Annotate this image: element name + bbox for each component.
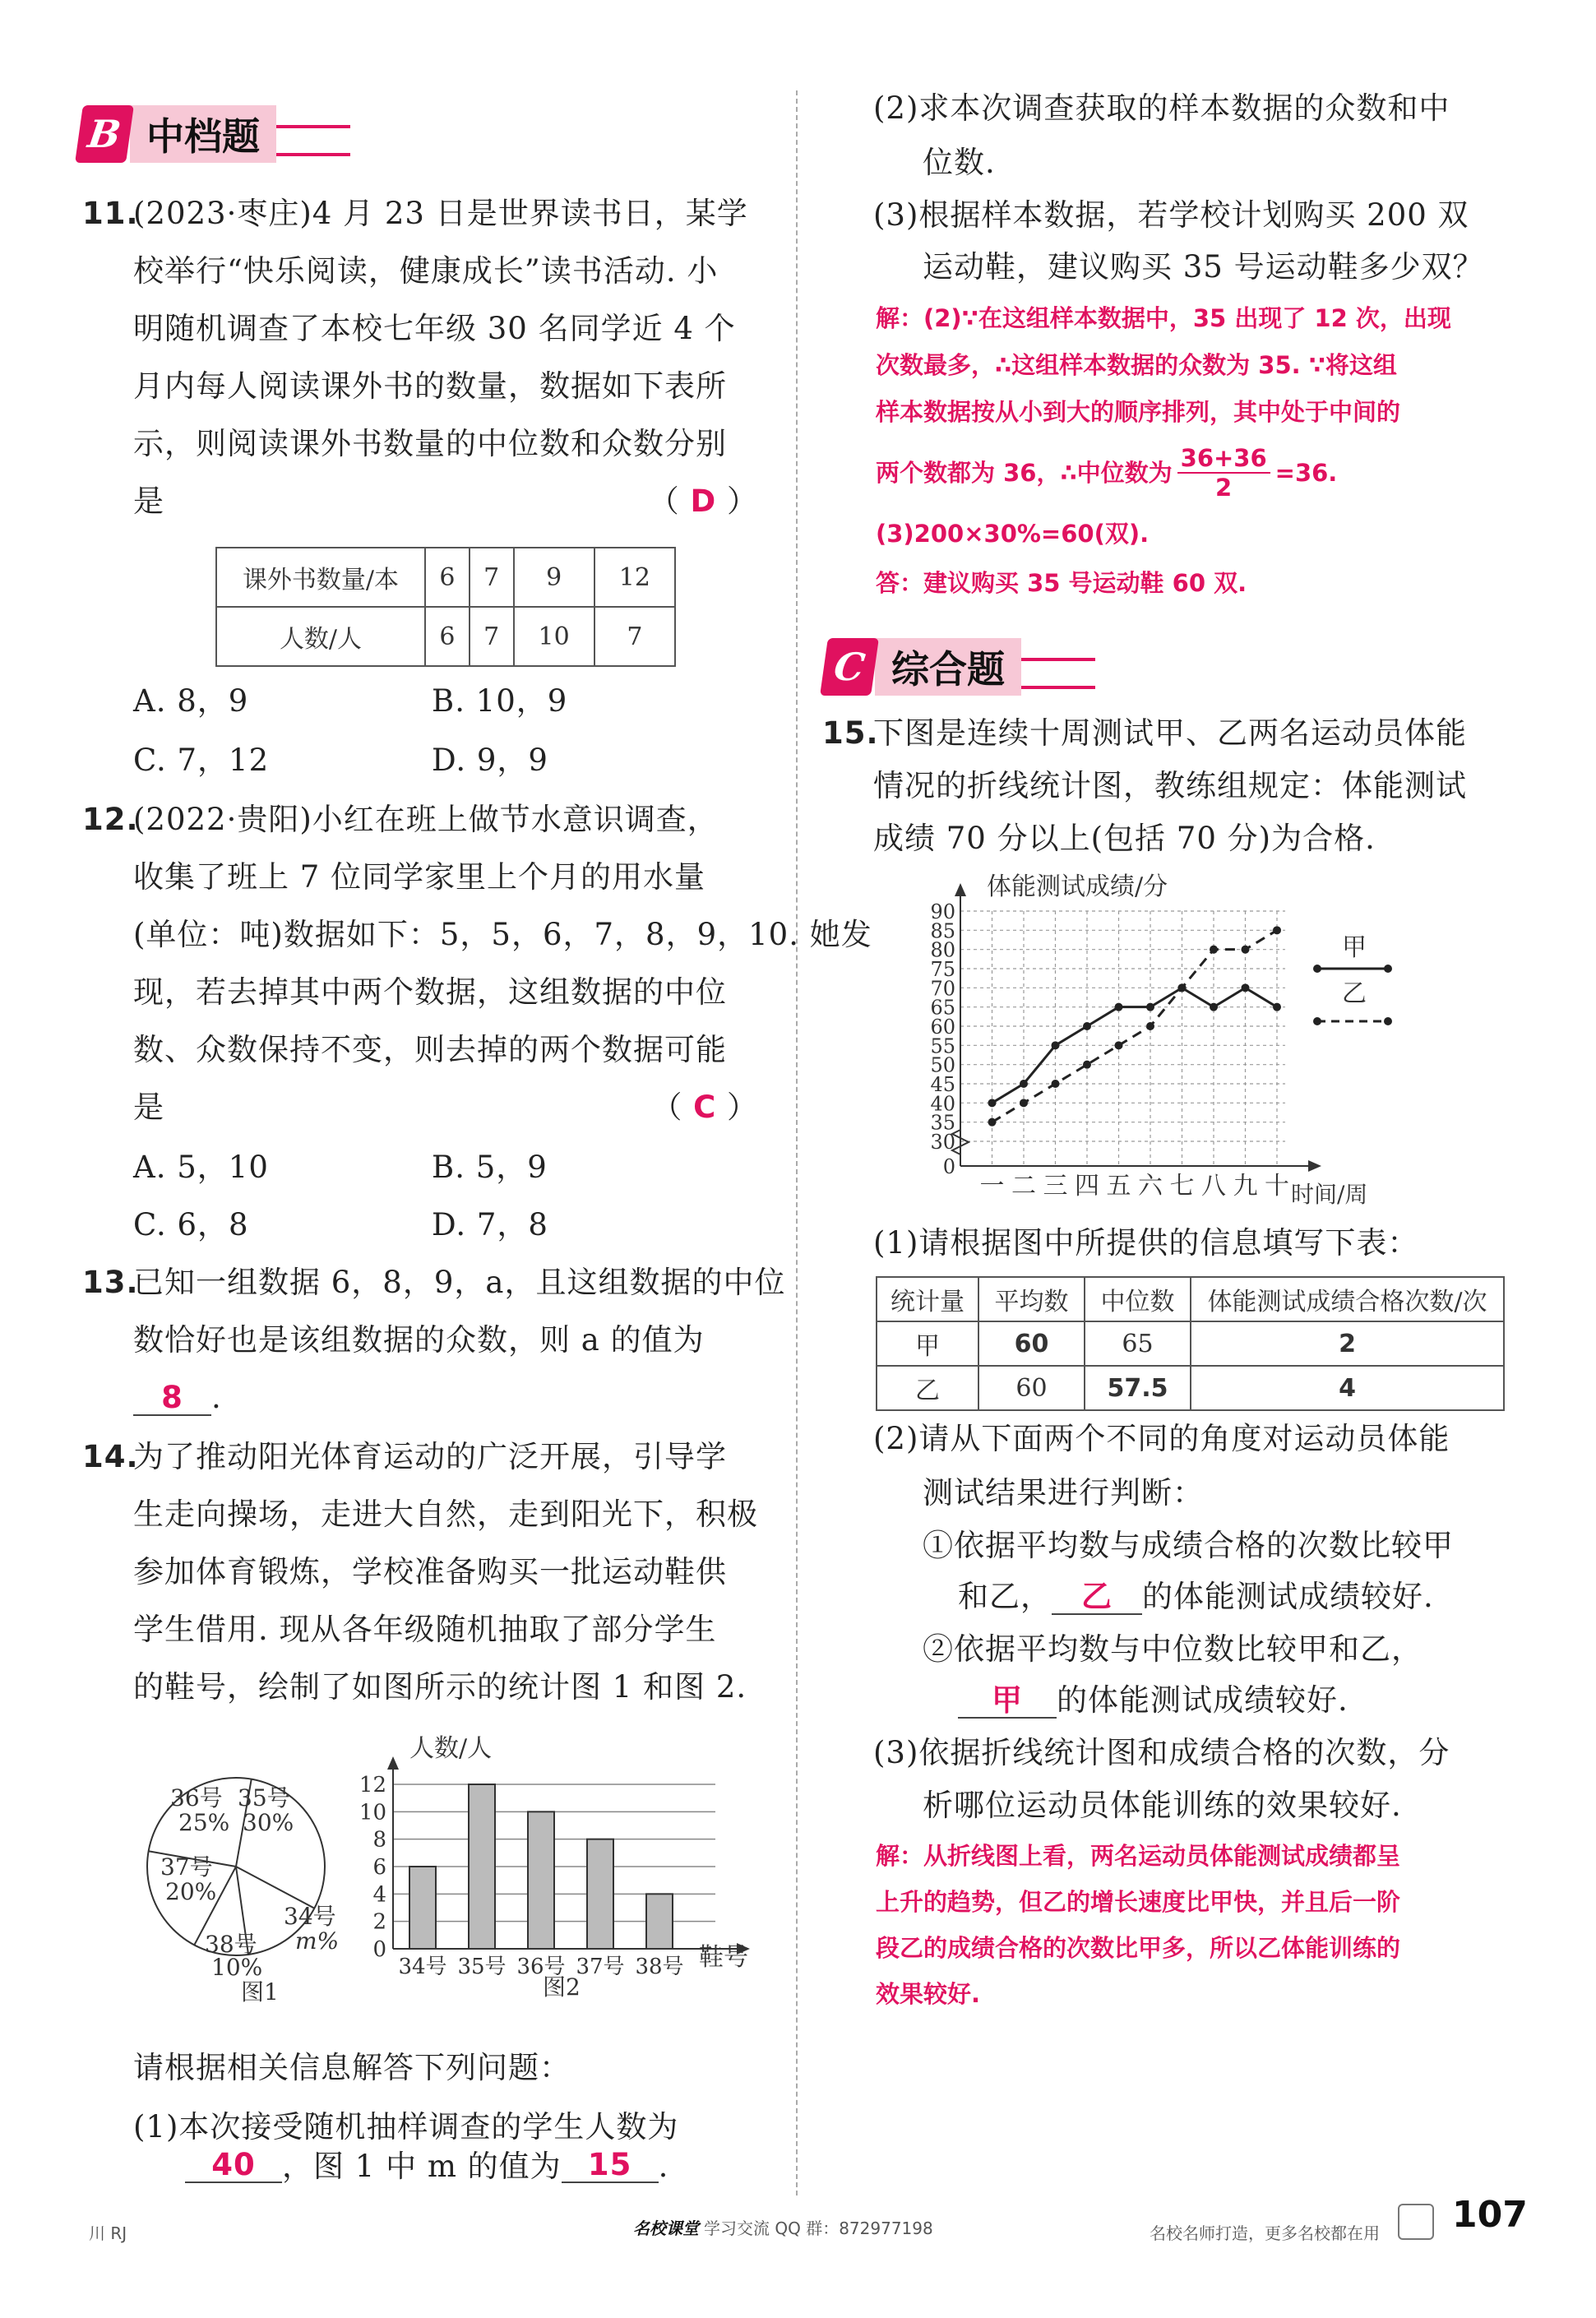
table-cell: 65 <box>1085 1321 1191 1366</box>
pie-label: 10% <box>211 1954 263 1981</box>
pie-label: 30% <box>243 1809 294 1836</box>
q12-line: 现，若去掉其中两个数据，这组数据的中位 <box>133 974 727 1010</box>
q12-line: (2022·贵阳)小红在班上做节水意识调查， <box>133 802 719 837</box>
line-xlabel: 时间/周 <box>1291 1181 1368 1208</box>
bar-34号 <box>409 1867 436 1949</box>
q14-number: 14. <box>82 1439 139 1474</box>
q12-option-b: B. 5，9 <box>432 1150 548 1185</box>
q14-part2-line1: (2)求本次调查获取的样本数据的众数和中 <box>873 90 1450 126</box>
q15-line-chart <box>913 863 1423 1217</box>
data-point-甲 <box>1052 1041 1060 1049</box>
line-ylabel: 体能测试成绩/分 <box>987 872 1168 901</box>
q13-line: 已知一组数据 6，8，9，a，且这组数据的中位 <box>133 1265 786 1300</box>
q15-part2a-line1: ①依据平均数与成绩合格的次数比较甲 <box>923 1528 1454 1563</box>
x-tick-label: 七 <box>1169 1172 1195 1201</box>
q11-answer-bracket: （ D ） <box>648 483 758 519</box>
table-cell: 10 <box>514 607 594 666</box>
q15-line: 成绩 70 分以上(包括 70 分)为合格. <box>873 821 1376 856</box>
x-tick-label: 四 <box>1075 1172 1099 1201</box>
q15-part2b-line1: ②依据平均数与中位数比较甲和乙， <box>923 1631 1423 1667</box>
q11-number: 11. <box>82 196 139 231</box>
q15-solution-line: 解：从折线图上看，两名运动员体能测试成绩都呈 <box>876 1842 1401 1870</box>
q15-part2-line1: (2)请从下面两个不同的角度对运动员体能 <box>873 1421 1450 1456</box>
section-b-lines <box>276 125 350 156</box>
legend-marker <box>1313 965 1321 973</box>
q14-part3-line1: (3)根据样本数据，若学校计划购买 200 双 <box>873 197 1469 233</box>
x-axis-arrow <box>1308 1160 1321 1172</box>
q11-option-a: A. 8，9 <box>133 683 249 719</box>
bar-ylabel: 人数/人 <box>409 1734 493 1763</box>
pie-label: 20% <box>165 1878 217 1905</box>
y-tick-label: 30 <box>930 1131 955 1154</box>
data-point-乙 <box>1115 1041 1123 1049</box>
q11-option-d: D. 9，9 <box>432 743 548 778</box>
data-point-甲 <box>988 1099 997 1107</box>
q14-solution-line: 样本数据按从小到大的顺序排列，其中处于中间的 <box>876 398 1401 426</box>
q14-line: 为了推动阳光体育运动的广泛开展，引导学 <box>133 1439 727 1474</box>
table-cell: 7 <box>594 607 675 666</box>
bar-xlabel: 鞋号 <box>699 1943 748 1972</box>
y-tick-label: 2 <box>372 1909 386 1935</box>
table-row <box>877 1366 1504 1410</box>
pie-label: 38号 <box>205 1931 257 1958</box>
q12-option-c: C. 6，8 <box>133 1207 249 1242</box>
q11-line: 示，则阅读课外书数量的中位数和众数分别 <box>133 426 727 461</box>
q12-option-d: D. 7，8 <box>432 1207 548 1242</box>
q14-line: 参加体育锻炼，学校准备购买一批运动鞋供 <box>133 1554 727 1589</box>
data-point-甲 <box>1210 1003 1218 1011</box>
q14-line: 的鞋号，绘制了如图所示的统计图 1 和图 2. <box>133 1669 747 1705</box>
table-cell: 6 <box>425 607 470 666</box>
q15-part3-line2: 析哪位运动员体能训练的效果较好. <box>923 1788 1402 1823</box>
q14-solution-line: 次数最多，∴这组样本数据的众数为 35. ∵将这组 <box>876 351 1397 379</box>
data-point-甲 <box>1020 1080 1028 1088</box>
section-c-lines <box>1021 658 1095 689</box>
table-cell: 7 <box>470 607 514 666</box>
q14-part2-line2: 位数. <box>923 145 996 180</box>
y-tick-label: 35 <box>930 1111 955 1135</box>
section-b-header <box>79 105 350 163</box>
q15-part2a-suffix: 的体能测试成绩较好. <box>1142 1579 1434 1614</box>
pie-label: 37号 <box>160 1853 213 1881</box>
x-tick-label: 36号 <box>516 1955 566 1979</box>
fraction-tail: =36. <box>1274 459 1338 487</box>
section-c-header <box>824 638 1095 696</box>
x-tick-label: 三 <box>1043 1172 1068 1201</box>
q14-fraction <box>1177 444 1270 502</box>
footer-center <box>633 2215 933 2239</box>
q15-solution-line: 效果较好. <box>876 1980 981 2008</box>
q14-solution-line: 解：(2)∵在这组样本数据中，35 出现了 12 次，出现 <box>876 304 1451 332</box>
data-point-乙 <box>1178 983 1187 992</box>
y-axis-arrow <box>955 883 966 896</box>
pie-label: 34号 <box>284 1903 336 1930</box>
table-row <box>216 607 675 666</box>
y-tick-label: 75 <box>930 958 955 981</box>
q11-option-c: C. 7，12 <box>133 743 270 778</box>
q15-answer-b[interactable]: 甲 <box>958 1684 1057 1719</box>
table-cell: 7 <box>470 548 514 607</box>
q14-bar-chart <box>354 1727 773 2006</box>
table-row <box>877 1321 1504 1366</box>
table-header: 统计量 <box>877 1277 978 1321</box>
legend-label-jia: 甲 <box>1342 933 1367 962</box>
x-tick-label: 37号 <box>576 1955 625 1979</box>
x-tick-label: 六 <box>1138 1172 1163 1201</box>
x-tick-label: 34号 <box>398 1955 447 1979</box>
bar-37号 <box>587 1839 613 1949</box>
y-tick-label: 12 <box>359 1773 386 1797</box>
y-tick-label: 8 <box>372 1827 386 1853</box>
table-header: 体能测试成绩合格次数/次 <box>1191 1277 1504 1321</box>
data-point-乙 <box>1242 946 1250 954</box>
q14-pie-chart <box>136 1760 374 2006</box>
q11-answer: D <box>690 483 717 519</box>
q11-line: (2023·枣庄)4 月 23 日是世界读书日，某学 <box>133 196 748 231</box>
q14-line: 生走向操场，走进大自然，走到阳光下，积极 <box>133 1497 758 1532</box>
table-row <box>216 548 675 607</box>
q15-line: 情况的折线统计图，教练组规定：体能测试 <box>873 768 1467 803</box>
table-cell: 6 <box>425 548 470 607</box>
data-point-乙 <box>1273 926 1281 934</box>
legend-marker <box>1384 965 1392 973</box>
q14-answer-1[interactable]: 40 <box>185 2149 282 2183</box>
section-c-title: 综合题 <box>875 638 1021 696</box>
y-axis-arrow <box>387 1756 399 1770</box>
page-number: 107 <box>1452 2194 1528 2236</box>
x-tick-label: 35号 <box>457 1955 507 1979</box>
q15-part3-line1: (3)依据折线统计图和成绩合格的次数，分 <box>873 1735 1450 1770</box>
q11-option-b: B. 10，9 <box>432 683 568 719</box>
table-header: 平均数 <box>978 1277 1085 1321</box>
q11-line: 月内每人阅读课外书的数量，数据如下表所 <box>133 368 727 404</box>
q14-solution-line: 两个数都为 36，∴中位数为 <box>876 459 1173 487</box>
q14-block <box>82 1441 758 1728</box>
q14-part1-mid: ，图 1 中 m 的值为 <box>282 2149 562 2184</box>
book-logo-icon <box>1398 2204 1434 2240</box>
legend-marker <box>1313 1017 1321 1025</box>
q15-answer-a[interactable]: 乙 <box>1052 1580 1142 1615</box>
x-tick-label: 五 <box>1106 1172 1131 1201</box>
y-tick-label: 45 <box>930 1073 955 1096</box>
data-point-乙 <box>1083 1061 1091 1069</box>
y-tick-label: 70 <box>930 977 955 1001</box>
data-point-甲 <box>1273 1003 1281 1011</box>
footer-brand: 名校课堂 <box>633 2219 699 2238</box>
q12-line: 是 <box>133 1090 164 1125</box>
section-c-letter: C <box>820 638 879 696</box>
q14-line: 学生借用. 现从各年级随机抽取了部分学生 <box>133 1612 717 1647</box>
data-point-甲 <box>1083 1022 1091 1030</box>
section-b-title: 中档题 <box>130 105 276 163</box>
q14-solution-fraction-line <box>876 444 1337 502</box>
y-tick-label: 80 <box>930 938 955 962</box>
y-tick-label: 90 <box>930 900 955 923</box>
x-tick-label: 十 <box>1265 1172 1289 1201</box>
data-point-乙 <box>988 1118 997 1127</box>
q15-solution-line: 上升的趋势，但乙的增长速度比甲快，并且后一阶 <box>876 1888 1401 1916</box>
q15-number: 15. <box>822 715 879 751</box>
q15-part2b-line2 <box>958 1684 1349 1719</box>
q15-part1: (1)请根据图中所提供的信息填写下表： <box>873 1225 1419 1261</box>
footer-left: 川 RJ <box>89 2223 127 2243</box>
y-tick-label: 0 <box>372 1937 386 1962</box>
table-cell: 9 <box>514 548 594 607</box>
data-point-乙 <box>1020 1099 1028 1107</box>
bar-35号 <box>469 1784 495 1949</box>
q12-line: 数、众数保持不变，则去掉的两个数据可能 <box>133 1032 727 1067</box>
q11-line: 是 <box>133 483 164 519</box>
table-cell: 60 <box>978 1366 1085 1410</box>
q14-part1-line2: 40 ，图 1 中 m 的值为 15 . <box>185 2126 668 2183</box>
legend-marker <box>1384 1017 1392 1025</box>
pie-label: 25% <box>178 1809 230 1836</box>
y-tick-label: 60 <box>930 1016 955 1039</box>
q13-number: 13. <box>82 1265 139 1300</box>
bar-36号 <box>528 1811 554 1949</box>
y-tick-label: 6 <box>372 1855 386 1880</box>
legend-label-yi: 乙 <box>1342 979 1367 1008</box>
q15-solution-line: 段乙的成绩合格的次数比甲多，所以乙体能训练的 <box>876 1934 1401 1962</box>
q15-part2-line2: 测试结果进行判断： <box>923 1475 1204 1511</box>
section-b-letter: B <box>75 105 134 163</box>
q13-answer-blank[interactable]: 8 <box>133 1381 211 1416</box>
pie-label: 36号 <box>170 1784 223 1811</box>
y-tick-label: 10 <box>359 1800 386 1825</box>
q15-part2b-suffix: 的体能测试成绩较好. <box>1057 1682 1349 1718</box>
data-point-甲 <box>1146 1003 1154 1011</box>
y-tick-label: 55 <box>930 1034 955 1058</box>
table-cell: 57.5 <box>1085 1366 1191 1410</box>
table-cell: 12 <box>594 548 675 607</box>
y-tick-label: 4 <box>372 1882 386 1908</box>
pie-label: 35号 <box>238 1784 290 1811</box>
y-tick-label: 40 <box>930 1092 955 1116</box>
y-tick-label: 50 <box>930 1053 955 1077</box>
q15-block <box>822 717 1467 875</box>
q15-part2a-prefix: 和乙， <box>958 1579 1052 1614</box>
y-tick-label: 0 <box>942 1155 955 1178</box>
q11-block <box>82 197 758 543</box>
q12-line: (单位：吨)数据如下：5，5，6，7，8，9，10. 她发 <box>133 917 872 952</box>
table-row <box>877 1277 1504 1321</box>
q12-option-a: A. 5，10 <box>133 1150 269 1185</box>
footer-qq: 学习交流 QQ 群：872977198 <box>704 2219 933 2238</box>
table-cell: 课外书数量/本 <box>216 548 425 607</box>
x-tick-label: 八 <box>1201 1172 1226 1201</box>
x-tick-label: 九 <box>1233 1172 1258 1201</box>
y-tick-label: 85 <box>930 919 955 943</box>
bar-38号 <box>646 1894 673 1949</box>
q11-line: 明随机调查了本校七年级 30 名同学近 4 个 <box>133 311 736 346</box>
data-point-甲 <box>1115 1003 1123 1011</box>
table-cell: 人数/人 <box>216 607 425 666</box>
q12-line: 收集了班上 7 位同学家里上个月的用水量 <box>133 859 706 895</box>
q11-line: 校举行“快乐阅读，健康成长”读书活动. 小 <box>133 253 719 289</box>
x-tick-label: 二 <box>1011 1172 1036 1201</box>
q13-line: 数恰好也是该组数据的众数，则 a 的值为 <box>133 1322 705 1358</box>
q12-answer: C <box>693 1090 717 1125</box>
table-cell: 60 <box>978 1321 1085 1366</box>
pie-caption: 图1 <box>241 1978 279 2006</box>
q14-solution-line: 答：建议购买 35 号运动鞋 60 双. <box>876 569 1247 597</box>
q15-table <box>876 1276 1505 1411</box>
q14-part1-line1: (1)本次接受随机抽样调查的学生人数为 <box>133 2109 679 2144</box>
q12-block <box>82 803 872 1149</box>
fraction-numerator: 36+36 <box>1177 444 1270 474</box>
q14-answer-2[interactable]: 15 <box>562 2149 659 2183</box>
table-cell: 2 <box>1191 1321 1504 1366</box>
q15-line: 下图是连续十周测试甲、乙两名运动员体能 <box>873 715 1467 751</box>
table-cell: 甲 <box>877 1321 978 1366</box>
q13-block: 13. 已知一组数据 6，8，9，a，且这组数据的中位 数恰好也是该组数据的众数，则 a 的值为 8 . <box>82 1266 785 1439</box>
q12-answer-bracket: （ C ） <box>651 1090 758 1125</box>
q14-prompt: 请根据相关信息解答下列问题： <box>133 2050 571 2085</box>
data-point-乙 <box>1146 1022 1154 1030</box>
q14-part3-line2: 运动鞋，建议购买 35 号运动鞋多少双？ <box>923 249 1484 285</box>
footer-right: 名校名师打造，更多名校都在用 <box>1150 2223 1380 2243</box>
q12-number: 12. <box>82 802 139 837</box>
q11-table <box>215 547 676 667</box>
q14-solution-line: (3)200×30%=60(双). <box>876 520 1150 548</box>
data-point-乙 <box>1052 1080 1060 1088</box>
pie-label: m% <box>295 1927 340 1955</box>
data-point-甲 <box>1242 983 1250 992</box>
q15-part2a-line2 <box>958 1580 1434 1615</box>
table-cell: 乙 <box>877 1366 978 1410</box>
table-header: 中位数 <box>1085 1277 1191 1321</box>
fraction-denominator: 2 <box>1215 474 1233 502</box>
y-tick-label: 65 <box>930 996 955 1020</box>
x-tick-label: 一 <box>979 1172 1005 1201</box>
x-tick-label: 38号 <box>635 1955 684 1979</box>
table-cell: 4 <box>1191 1366 1504 1410</box>
data-point-乙 <box>1210 946 1218 954</box>
bar-caption: 图2 <box>543 1973 581 2001</box>
